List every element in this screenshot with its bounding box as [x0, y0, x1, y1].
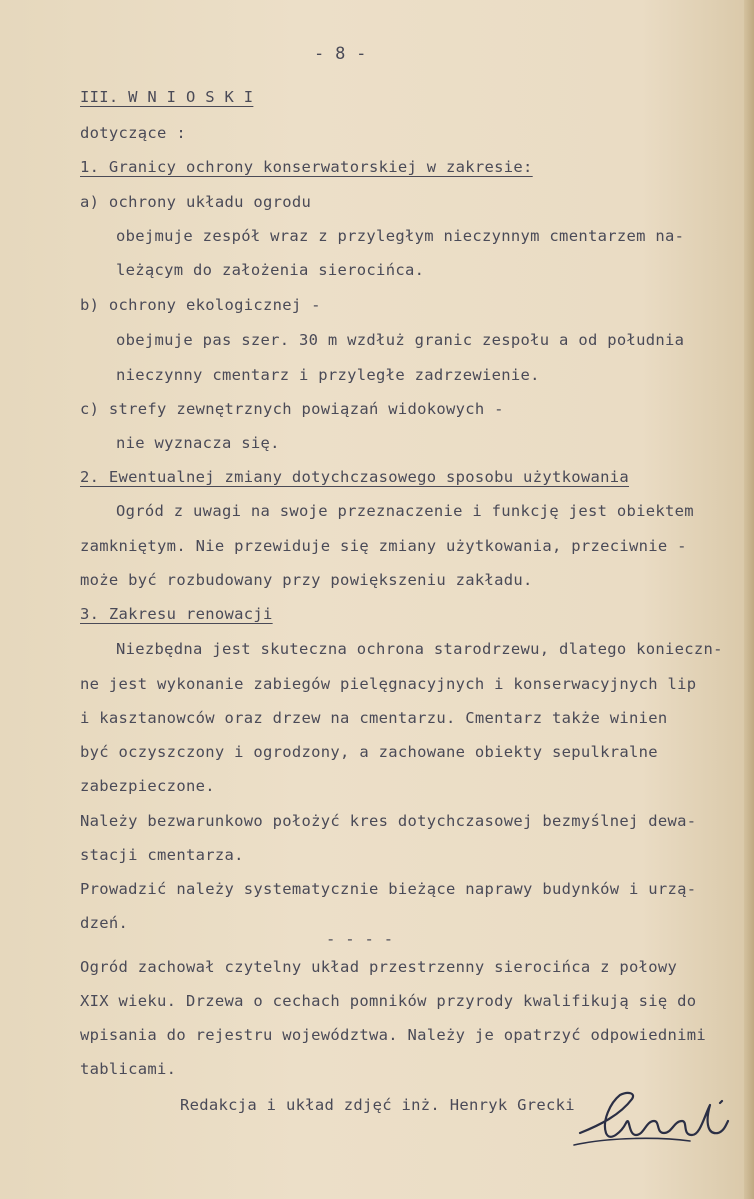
subheading-2: 2. Ewentualnej zmiany dotychczasowego sposobu użytkowania [80, 468, 630, 486]
text-line: Ogród zachował czytelny układ przestrzenny sierocińca z połowy [80, 958, 678, 976]
text-line: obejmuje pas szer. 30 m wzdłuż granic zespołu a od południa [116, 331, 685, 349]
section-heading: III. W N I O S K I [80, 88, 254, 106]
text-line: dzeń. [80, 914, 129, 932]
text-line: zabezpieczone. [80, 777, 215, 795]
text-line: dotyczące : [80, 124, 186, 142]
text-line: tablicami. [80, 1060, 177, 1078]
author-line: Redakcja i układ zdjęć inż. Henryk Grecki [180, 1096, 575, 1114]
separator: - - - - [326, 930, 394, 948]
text-line: Należy bezwarunkowo położyć kres dotychczasowej bezmyślnej dewa- [80, 812, 697, 830]
text-line: może być rozbudowany przy powiększeniu zakładu. [80, 571, 533, 589]
text-line: Prowadzić należy systematycznie bieżące naprawy budynków i urzą- [80, 880, 697, 898]
text-line: XIX wieku. Drzewa o cechach pomników przyrody kwalifikują się do [80, 992, 697, 1010]
paper-edge [744, 0, 754, 1199]
text-line: być oczyszczony i ogrodzony, a zachowane obiekty sepulkralne [80, 743, 658, 761]
subheading-1: 1. Granicy ochrony konserwatorskiej w zakresie: [80, 158, 533, 176]
text-line: leżącym do założenia sierocińca. [116, 261, 425, 279]
handwritten-signature [570, 1085, 740, 1155]
text-line: wpisania do rejestru województwa. Należy je opatrzyć odpowiednimi [80, 1026, 707, 1044]
text-line: a) ochrony układu ogrodu [80, 193, 312, 211]
page-number: - 8 - [314, 44, 367, 64]
text-line: stacji cmentarza. [80, 846, 244, 864]
text-line: Niezbędna jest skuteczna ochrona starodrzewu, dlatego konieczn- [116, 640, 723, 658]
subheading-3: 3. Zakresu renowacji [80, 605, 273, 623]
text-line: i kasztanowców oraz drzew na cmentarzu. Cmentarz także winien [80, 709, 668, 727]
text-line: nie wyznacza się. [116, 434, 280, 452]
text-line: c) strefy zewnętrznych powiązań widokowych - [80, 400, 504, 418]
text-line: nieczynny cmentarz i przyległe zadrzewienie. [116, 366, 540, 384]
text-line: obejmuje zespół wraz z przyległym nieczynnym cmentarzem na- [116, 227, 685, 245]
text-line: zamkniętym. Nie przewiduje się zmiany użytkowania, przeciwnie - [80, 537, 687, 555]
text-line: Ogród z uwagi na swoje przeznaczenie i funkcję jest obiektem [116, 502, 694, 520]
text-line: b) ochrony ekologicznej - [80, 296, 321, 314]
text-line: ne jest wykonanie zabiegów pielęgnacyjnych i konserwacyjnych lip [80, 675, 697, 693]
